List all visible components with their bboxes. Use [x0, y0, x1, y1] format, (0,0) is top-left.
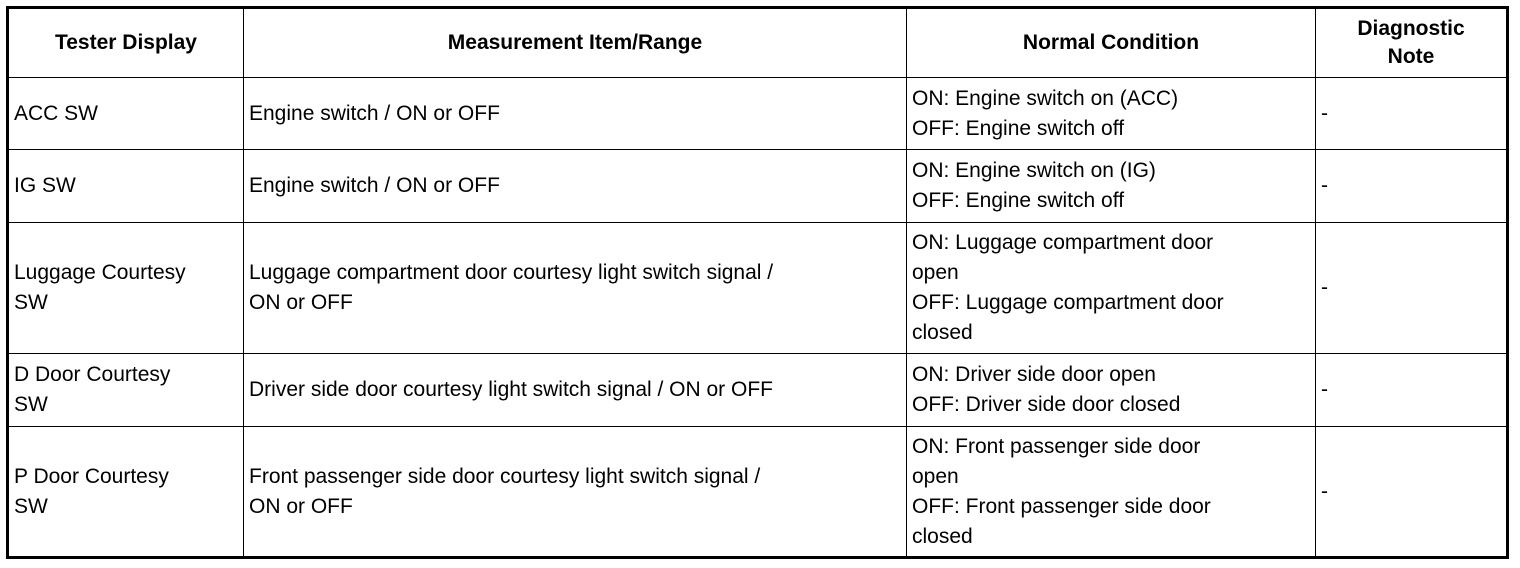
header-tester-display: Tester Display [8, 8, 244, 78]
table-row [8, 427, 1508, 558]
cell-line: ON: Driver side door open [912, 363, 1156, 386]
header-measurement: Measurement Item/Range [244, 8, 907, 78]
cell-line: ON: Luggage compartment door [912, 231, 1214, 254]
header-diagnostic-note [1316, 8, 1508, 78]
cell-tester-display [8, 78, 244, 150]
cell-normal-condition [907, 223, 1316, 354]
cell-normal-condition [907, 150, 1316, 223]
cell-line: SW [14, 291, 48, 314]
table-header-row [8, 8, 1508, 78]
cell-line: ON or OFF [249, 291, 353, 314]
cell-line: closed [912, 524, 973, 548]
cell-diagnostic-note: - [1316, 223, 1508, 354]
cell-tester-display [8, 354, 244, 427]
table-row [8, 150, 1508, 223]
header-normal-condition: Normal Condition [907, 8, 1316, 78]
cell-line: open [912, 261, 959, 284]
cell-normal-condition [907, 354, 1316, 427]
header-diagnostic-note-line: Note [1387, 45, 1435, 68]
cell-line: Front passenger side door courtesy light switch signal / [249, 464, 761, 488]
cell-line: OFF: Engine switch off [912, 189, 1125, 212]
cell-measurement [244, 427, 907, 558]
cell-line: OFF: Engine switch off [912, 116, 1125, 140]
cell-line: ON: Engine switch on (IG) [912, 159, 1156, 182]
cell-line: Luggage compartment door courtesy light switch signal / [249, 261, 774, 284]
cell-diagnostic-note: - [1316, 427, 1508, 558]
cell-line: Driver side door courtesy light switch signal / ON or OFF [249, 378, 773, 401]
cell-line: OFF: Driver side door closed [912, 393, 1181, 416]
cell-line: SW [14, 393, 48, 416]
table-row [8, 354, 1508, 427]
data-list-table [6, 6, 1509, 559]
cell-tester-display [8, 427, 244, 558]
cell-diagnostic-note: - [1316, 150, 1508, 223]
cell-tester-display [8, 150, 244, 223]
cell-line: closed [912, 321, 973, 344]
cell-line: ON: Front passenger side door [912, 434, 1201, 458]
cell-measurement [244, 354, 907, 427]
cell-diagnostic-note: - [1316, 78, 1508, 150]
cell-line: ACC SW [14, 101, 98, 125]
cell-line: Engine switch / ON or OFF [249, 101, 500, 125]
table-row [8, 78, 1508, 150]
cell-measurement [244, 223, 907, 354]
cell-line: Engine switch / ON or OFF [249, 174, 500, 197]
header-diagnostic-note-line: Diagnostic [1357, 17, 1465, 40]
cell-measurement [244, 150, 907, 223]
cell-line: open [912, 464, 959, 488]
cell-line: ON: Engine switch on (ACC) [912, 86, 1179, 110]
cell-line: OFF: Luggage compartment door [912, 291, 1224, 314]
cell-measurement [244, 78, 907, 150]
cell-line: IG SW [14, 174, 76, 197]
cell-diagnostic-note: - [1316, 354, 1508, 427]
cell-line: D Door Courtesy [14, 363, 171, 386]
cell-tester-display [8, 223, 244, 354]
cell-normal-condition [907, 78, 1316, 150]
cell-line: OFF: Front passenger side door [912, 494, 1211, 518]
cell-line: SW [14, 494, 48, 518]
cell-line: P Door Courtesy [14, 464, 169, 488]
cell-line: Luggage Courtesy [14, 261, 186, 284]
table-row [8, 223, 1508, 354]
cell-line: ON or OFF [249, 494, 353, 518]
cell-normal-condition [907, 427, 1316, 558]
data-table-container [6, 6, 1509, 559]
